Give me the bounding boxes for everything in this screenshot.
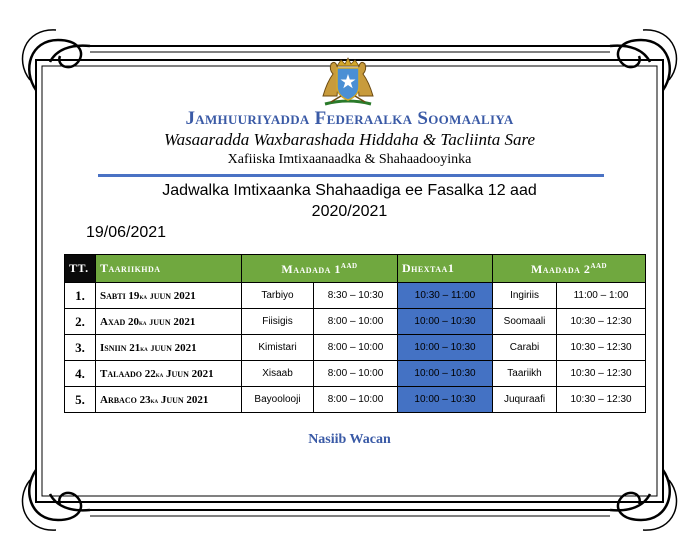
subject1: Kimistari <box>242 335 314 361</box>
col-header-date: Taariikhda <box>96 255 242 283</box>
document-title: Jadwalka Imtixaanka Shahaadiga ee Fasalka 12 aad <box>162 182 537 199</box>
office-title: Xafiiska Imtixaanaadka & Shahaadooyinka <box>227 152 472 167</box>
row-number: 3. <box>65 335 96 361</box>
exam-date <box>96 283 242 309</box>
header-divider <box>98 174 604 177</box>
col-header-subject2-label: Maadada 2 <box>530 262 591 276</box>
table-row <box>65 309 646 335</box>
table-row <box>65 283 646 309</box>
col-header-break: Dhextaa1 <box>398 255 493 283</box>
exam-date <box>96 387 242 413</box>
exam-day: Axad 20 <box>100 315 140 328</box>
time2: 10:30 – 12:30 <box>557 361 646 387</box>
exam-month: juun 2021 <box>150 341 197 354</box>
row-number: 2. <box>65 309 96 335</box>
ministry-title: Wasaaradda Waxbarashada Hiddaha & Tacliinta Sare <box>163 130 536 149</box>
row-number: 4. <box>65 361 96 387</box>
col-header-subject2-sup: aad <box>590 260 608 271</box>
document-date: 19/06/2021 <box>86 224 167 241</box>
time1: 8:00 – 10:00 <box>314 335 398 361</box>
break-time: 10:00 – 10:30 <box>398 309 493 335</box>
exam-day-suffix: ka <box>139 292 147 301</box>
exam-day: Isniin 21 <box>100 341 141 354</box>
exam-month: Juun 2021 <box>160 393 209 406</box>
table-header-row <box>65 255 646 283</box>
exam-month: juun 2021 <box>149 315 196 328</box>
col-header-tt: TT. <box>65 255 96 283</box>
subject2: Soomaali <box>493 309 557 335</box>
col-header-subject1-sup: aad <box>340 260 358 271</box>
subject2: Juquraafi <box>493 387 557 413</box>
exam-date <box>96 335 242 361</box>
time2: 10:30 – 12:30 <box>557 335 646 361</box>
break-time: 10:00 – 10:30 <box>398 361 493 387</box>
time1: 8:00 – 10:00 <box>314 309 398 335</box>
exam-month: juun 2021 <box>149 289 196 302</box>
document-year: 2020/2021 <box>311 203 388 220</box>
somalia-coat-of-arms-icon <box>317 52 379 110</box>
exam-day: Talaado 22 <box>100 367 156 380</box>
closing-message: Nasiib Wacan <box>308 432 391 447</box>
time2: 10:30 – 12:30 <box>557 309 646 335</box>
col-header-subject1 <box>242 255 398 283</box>
exam-day: Arbaco 23 <box>100 393 151 406</box>
time1: 8:30 – 10:30 <box>314 283 398 309</box>
subject1: Xisaab <box>242 361 314 387</box>
exam-day-suffix: ka <box>140 344 148 353</box>
exam-schedule-table <box>64 254 646 413</box>
row-number: 5. <box>65 387 96 413</box>
exam-month: Juun 2021 <box>166 367 214 380</box>
table-row <box>65 361 646 387</box>
table-row <box>65 335 646 361</box>
col-header-subject1-label: Maadada 1 <box>281 262 341 276</box>
col-header-subject2 <box>493 255 646 283</box>
break-time: 10:30 – 11:00 <box>398 283 493 309</box>
exam-day-suffix: ka <box>155 370 164 379</box>
row-number: 1. <box>65 283 96 309</box>
exam-day-suffix: ka <box>150 396 159 405</box>
subject1: Fiisigis <box>242 309 314 335</box>
subject2: Carabi <box>493 335 557 361</box>
time1: 8:00 – 10:00 <box>314 387 398 413</box>
time2: 10:30 – 12:30 <box>557 387 646 413</box>
subject1: Bayoolooji <box>242 387 314 413</box>
subject2: Ingiriis <box>493 283 557 309</box>
time1: 8:00 – 10:00 <box>314 361 398 387</box>
break-time: 10:00 – 10:30 <box>398 387 493 413</box>
break-time: 10:00 – 10:30 <box>398 335 493 361</box>
time2: 11:00 – 1:00 <box>557 283 646 309</box>
country-title: Jamhuuriyadda Federaalka Soomaaliya <box>185 108 514 129</box>
exam-day: Sabti 19 <box>100 289 140 302</box>
exam-day-suffix: ka <box>139 318 147 327</box>
exam-date <box>96 361 242 387</box>
subject2: Taariikh <box>493 361 557 387</box>
subject1: Tarbiyo <box>242 283 314 309</box>
table-row <box>65 387 646 413</box>
exam-date <box>96 309 242 335</box>
